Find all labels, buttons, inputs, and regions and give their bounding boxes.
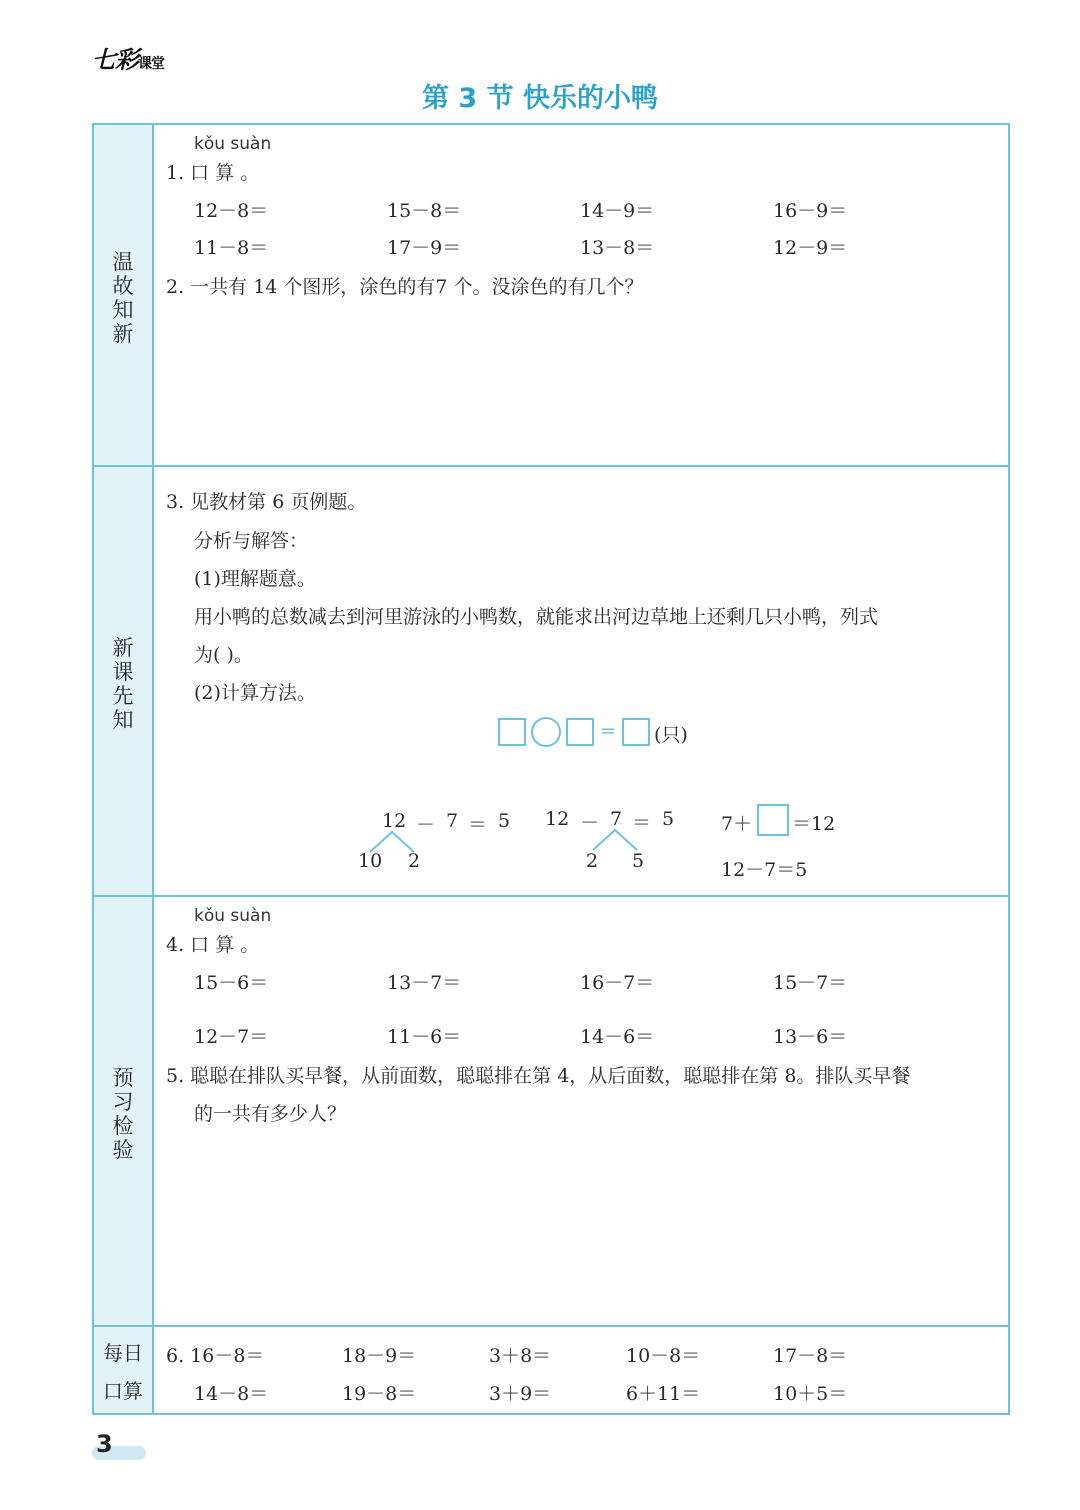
q4-item: 15－7＝ xyxy=(773,972,848,994)
worksheet-frame xyxy=(92,123,1010,1415)
m3-suffix: ＝12 xyxy=(792,813,836,835)
answer-box[interactable] xyxy=(498,718,526,746)
q1-item: 16－9＝ xyxy=(773,200,848,222)
q3-analysis: 分析与解答： xyxy=(194,530,309,552)
q1-item: 11－8＝ xyxy=(194,237,269,259)
q1-pinyin: kǒu suàn xyxy=(194,134,272,154)
q1-item: 12－9＝ xyxy=(773,237,848,259)
q6-item: 10－8＝ xyxy=(626,1345,701,1367)
section-label-daily-2: 口算 xyxy=(103,1379,143,1403)
m2-subtrahend: 7 xyxy=(610,808,623,830)
section-divider-1 xyxy=(94,465,1008,467)
q3-title: 3. 见教材第 6 页例题。 xyxy=(166,491,367,513)
m2-result: 5 xyxy=(662,808,675,830)
answer-box[interactable] xyxy=(622,718,650,746)
m1-eq: ＝ xyxy=(468,814,488,836)
q4-item: 14－6＝ xyxy=(580,1026,655,1048)
q4-item: 13－6＝ xyxy=(773,1026,848,1048)
section-label-new-lesson: 新课先知 xyxy=(112,636,134,732)
m1-split-right: 2 xyxy=(408,850,421,872)
operator-circle[interactable] xyxy=(531,717,561,747)
answer-box[interactable] xyxy=(757,804,789,836)
q4-item: 11－6＝ xyxy=(387,1026,462,1048)
q3-step1: (1)理解题意。 xyxy=(194,568,316,590)
q6-item: 14－8＝ xyxy=(194,1383,269,1405)
m2-split-left: 2 xyxy=(586,850,599,872)
q4-item: 12－7＝ xyxy=(194,1026,269,1048)
q6-item: 19－8＝ xyxy=(342,1383,417,1405)
q4-item: 13－7＝ xyxy=(387,972,462,994)
m1-subtrahend: 7 xyxy=(446,810,459,832)
q1-item: 12－8＝ xyxy=(194,200,269,222)
q1-item: 14－9＝ xyxy=(580,200,655,222)
answer-box[interactable] xyxy=(566,718,594,746)
unit-label: (只) xyxy=(654,724,688,746)
q4-item: 15－6＝ xyxy=(194,972,269,994)
m1-split-left: 10 xyxy=(358,850,383,872)
q6-item: 17－8＝ xyxy=(773,1345,848,1367)
page-title: 第 3 节 快乐的小鸭 xyxy=(422,83,658,114)
q6-item: 6. 16－8＝ xyxy=(166,1345,265,1367)
q6-item: 10＋5＝ xyxy=(773,1383,848,1405)
q3-desc-line2: 为( )。 xyxy=(194,644,253,666)
m1-result: 5 xyxy=(498,810,511,832)
section-label-review: 温故知新 xyxy=(112,250,134,346)
section-label-preview: 预习检验 xyxy=(112,1066,134,1162)
q2-text: 2. 一共有 14 个图形，涂色的有7 个。没涂色的有几个？ xyxy=(166,276,644,298)
m2-eq: ＝ xyxy=(632,812,652,834)
q1-item: 13－8＝ xyxy=(580,237,655,259)
section-label-daily-1: 每日 xyxy=(103,1341,143,1365)
brand-logo: 七彩课堂 xyxy=(92,46,164,74)
column-divider xyxy=(152,125,154,1413)
m2-op: － xyxy=(580,812,600,834)
q6-item: 6＋11＝ xyxy=(626,1383,701,1405)
m2-split-right: 5 xyxy=(632,850,645,872)
m3-line2: 12－7＝5 xyxy=(721,859,808,881)
brand-logo-sub: 课堂 xyxy=(138,56,164,72)
q1-item: 15－8＝ xyxy=(387,200,462,222)
q5-line2: 的一共有多少人？ xyxy=(194,1103,347,1125)
q1-item: 17－9＝ xyxy=(387,237,462,259)
m1-op: － xyxy=(416,814,436,836)
q4-item: 16－7＝ xyxy=(580,972,655,994)
equals-sign: = xyxy=(600,720,616,742)
q6-item: 18－9＝ xyxy=(342,1345,417,1367)
q1-title: 1. 口 算 。 xyxy=(166,162,260,184)
q5-line1: 5. 聪聪在排队买早餐，从前面数，聪聪排在第 4，从后面数，聪聪排在第 8。排队买早餐 xyxy=(166,1065,911,1087)
q4-title: 4. 口 算 。 xyxy=(166,934,260,956)
q3-step2: (2)计算方法。 xyxy=(194,682,316,704)
section-divider-2 xyxy=(94,895,1008,897)
m2-split-lines xyxy=(585,828,645,852)
q4-pinyin: kǒu suàn xyxy=(194,906,272,926)
page-number: 3 xyxy=(96,1430,113,1458)
m2-minuend: 12 xyxy=(545,808,570,830)
m3-prefix: 7＋ xyxy=(721,813,753,835)
q6-item: 3＋8＝ xyxy=(489,1345,552,1367)
q6-item: 3＋9＝ xyxy=(489,1383,552,1405)
m1-minuend: 12 xyxy=(382,810,407,832)
section-divider-3 xyxy=(94,1325,1008,1327)
q3-desc-line1: 用小鸭的总数减去到河里游泳的小鸭数，就能求出河边草地上还剩几只小鸭，列式 xyxy=(194,606,879,628)
